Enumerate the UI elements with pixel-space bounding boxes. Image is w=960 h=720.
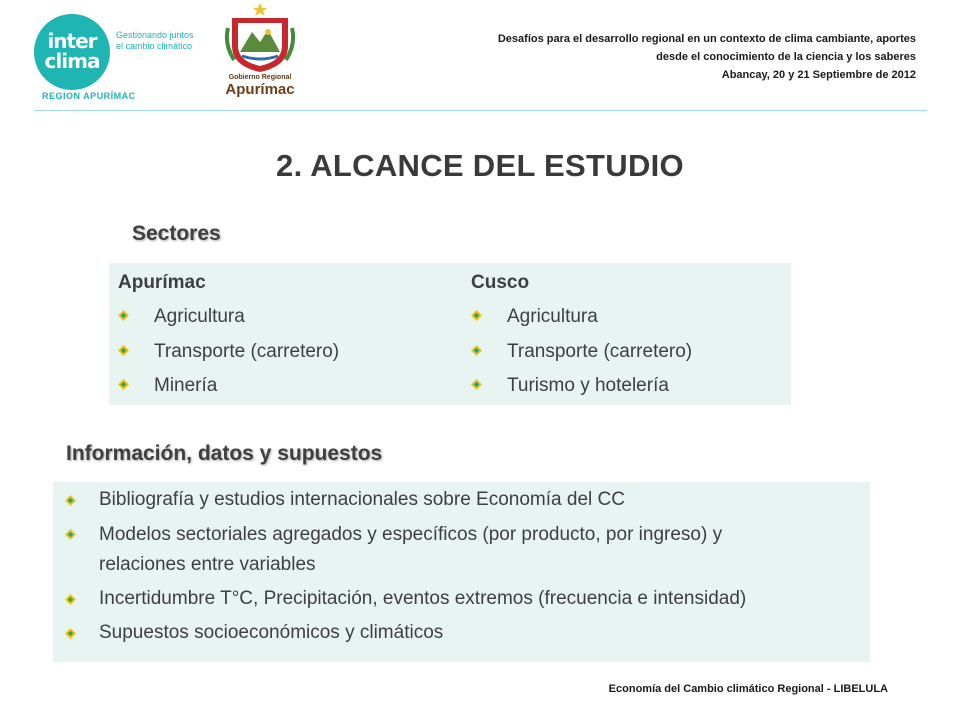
logo-line-2: clima (44, 49, 100, 73)
logo-line-1: inter (47, 29, 97, 53)
crest-caption-top: Gobierno Regional (228, 74, 292, 81)
list-item: Transporte (carretero) (507, 341, 693, 362)
crest-caption-main: Apurímac (225, 81, 295, 98)
diamond-bullet-icon (471, 345, 482, 356)
diamond-bullet-icon (118, 345, 129, 356)
regional-crest-icon (222, 2, 298, 74)
diamond-bullet-icon (118, 379, 129, 390)
page-title: 2. ALCANCE DEL ESTUDIO (276, 148, 684, 183)
diamond-bullet-icon (471, 379, 482, 390)
diamond-bullet-icon (65, 495, 76, 506)
diamond-bullet-icon (65, 529, 76, 540)
conference-line-3: Abancay, 20 y 21 Septiembre de 2012 (721, 69, 916, 81)
conference-title (380, 30, 916, 84)
region-label: REGION APURÍMAC (42, 91, 136, 101)
sectores-panel (109, 263, 791, 405)
list-item: Transporte (carretero) (154, 341, 340, 362)
conference-line-2: desde el conocimiento de la ciencia y los saberes (656, 51, 916, 63)
conference-line-1: Desafíos para el desarrollo regional en un contexto de clima cambiante, aportes (497, 33, 916, 45)
list-item: Incertidumbre T°C, Precipitación, eventos extremos (frecuencia e intensidad) (99, 588, 747, 609)
list-item: Minería (154, 375, 218, 396)
header-divider (34, 110, 927, 111)
footer-credit: Economía del Cambio climático Regional - LIBELULA (608, 683, 888, 695)
logo-tagline-line-1: Gestionando juntos (116, 30, 194, 40)
column-title-cusco: Cusco (471, 272, 530, 293)
informacion-panel (53, 482, 870, 662)
logo-tagline-line-2: el cambio climático (116, 41, 193, 51)
diamond-bullet-icon (471, 310, 482, 321)
sectores-heading: Sectores (132, 222, 221, 245)
list-item: Agricultura (154, 306, 245, 327)
column-title-apurimac: Apurímac (118, 272, 206, 293)
list-item: Supuestos socioeconómicos y climáticos (99, 622, 444, 643)
interclima-logo (34, 14, 110, 90)
logo-tagline (116, 30, 216, 52)
diamond-bullet-icon (65, 628, 76, 639)
list-item: Bibliografía y estudios internacionales sobre Economía del CC (99, 489, 625, 510)
list-item: Turismo y hotelería (507, 375, 669, 396)
list-item-continuation: relaciones entre variables (99, 554, 316, 575)
list-item: Modelos sectoriales agregados y específicos (por producto, por ingreso) y (99, 524, 723, 545)
diamond-bullet-icon (118, 310, 129, 321)
diamond-bullet-icon (65, 594, 76, 605)
list-item: Agricultura (507, 306, 598, 327)
informacion-heading: Información, datos y supuestos (66, 442, 383, 465)
